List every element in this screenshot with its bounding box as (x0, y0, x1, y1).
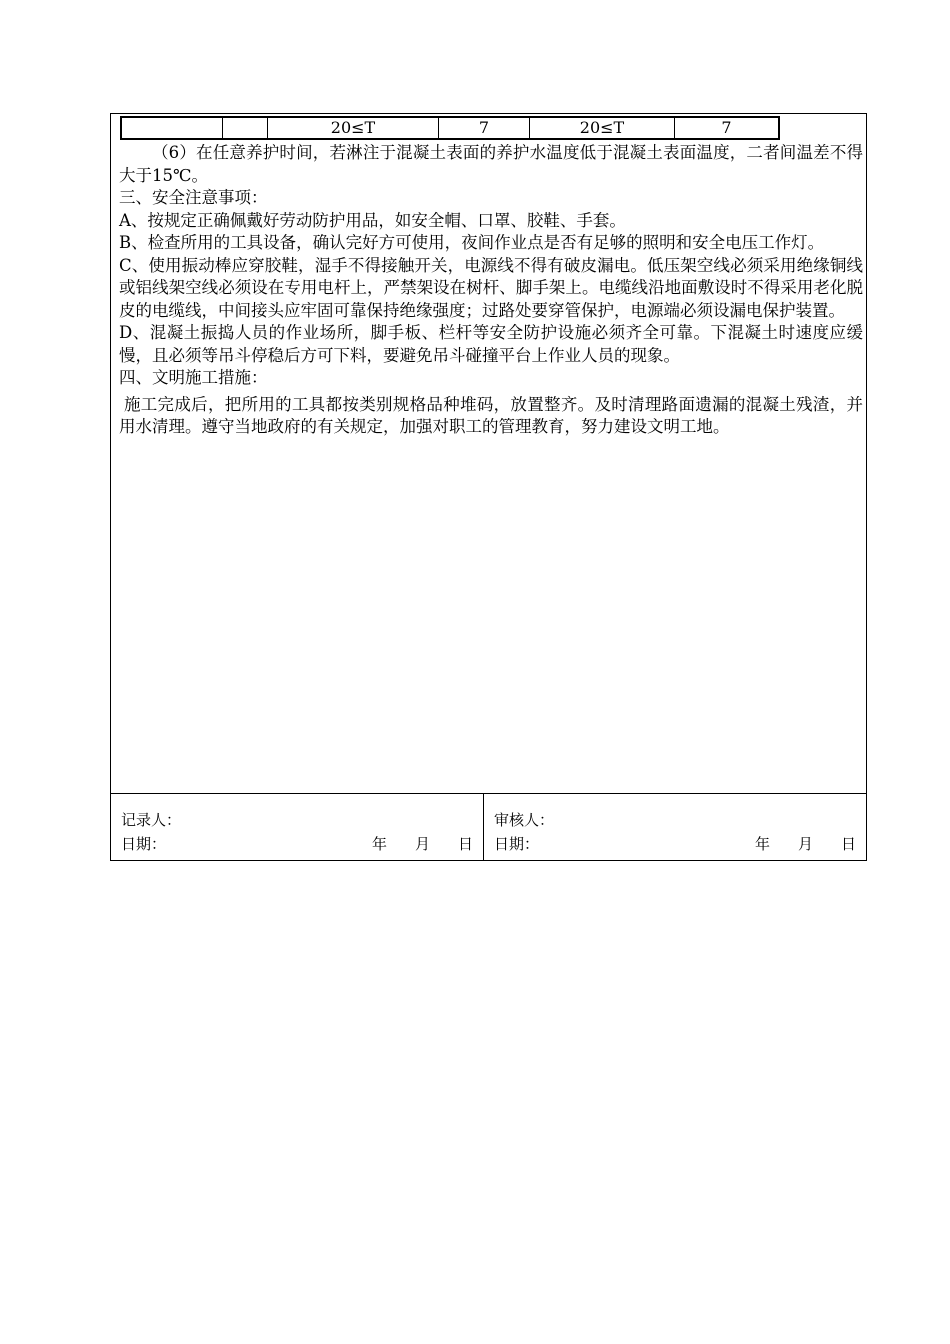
document-frame (110, 113, 867, 861)
reviewer-block (484, 794, 866, 861)
table-cell: 7 (439, 117, 530, 139)
date-label: 日期： (121, 835, 167, 853)
date-fields (344, 833, 473, 854)
paragraph-safety-c: C、使用振动棒应穿胶鞋，湿手不得接触开关，电源线不得有破皮漏电。低压架空线必须采用绝缘铜线或铝线架空线必须设在专用电杆上，严禁架设在树杆、脚手架上。电缆线沿地面敷设时不得采用老化脱皮的电缆线，中间接头应牢固可靠保持绝缘强度；过路处要穿管保护，电源端必须设漏电保护装置。 (119, 255, 863, 320)
heading-civilized-construction: 四、文明施工措施： (119, 368, 268, 387)
signature-section (111, 793, 866, 861)
month-label: 月 (414, 835, 430, 853)
paragraph-curing-water: （6）在任意养护时间，若淋注于混凝土表面的养护水温度低于混凝土表面温度，二者间温差不得大于15℃。 (119, 143, 863, 185)
day-label: 日 (840, 835, 856, 853)
recorder-block (111, 794, 484, 861)
paragraph-safety-d: D、混凝土振捣人员的作业场所，脚手板、栏杆等安全防护设施必须齐全可靠。下混凝土时速度应缓慢，且必须等吊斗停稳后方可下料，要避免吊斗碰撞平台上作业人员的现象。 (119, 323, 863, 365)
table-row (121, 117, 779, 139)
document-body (119, 142, 863, 439)
table-cell: 20≤T (268, 117, 439, 139)
date-fields (727, 833, 856, 854)
heading-safety: 三、安全注意事项： (119, 188, 268, 207)
day-label: 日 (457, 835, 473, 853)
recorder-label: 记录人： (121, 811, 182, 829)
table-cell: 7 (675, 117, 780, 139)
date-label: 日期： (494, 835, 540, 853)
month-label: 月 (797, 835, 813, 853)
curing-temperature-table (120, 116, 780, 140)
reviewer-label: 审核人： (494, 811, 555, 829)
table-cell: 20≤T (530, 117, 675, 139)
table-cell (223, 117, 268, 139)
paragraph-civilized-construction: 施工完成后，把所用的工具都按类别规格品种堆码，放置整齐。及时清理路面遗漏的混凝土残渣，并用水清理。遵守当地政府的有关规定，加强对职工的管理教育，努力建设文明工地。 (119, 394, 863, 436)
paragraph-safety-a: A、按规定正确佩戴好劳动防护用品，如安全帽、口罩、胶鞋、手套。 (119, 210, 626, 230)
table-cell (121, 117, 223, 139)
paragraph-safety-b: B、检查所用的工具设备，确认完好方可使用，夜间作业点是否有足够的照明和安全电压工作灯。 (119, 233, 825, 252)
year-label: 年 (754, 835, 770, 853)
year-label: 年 (371, 835, 387, 853)
